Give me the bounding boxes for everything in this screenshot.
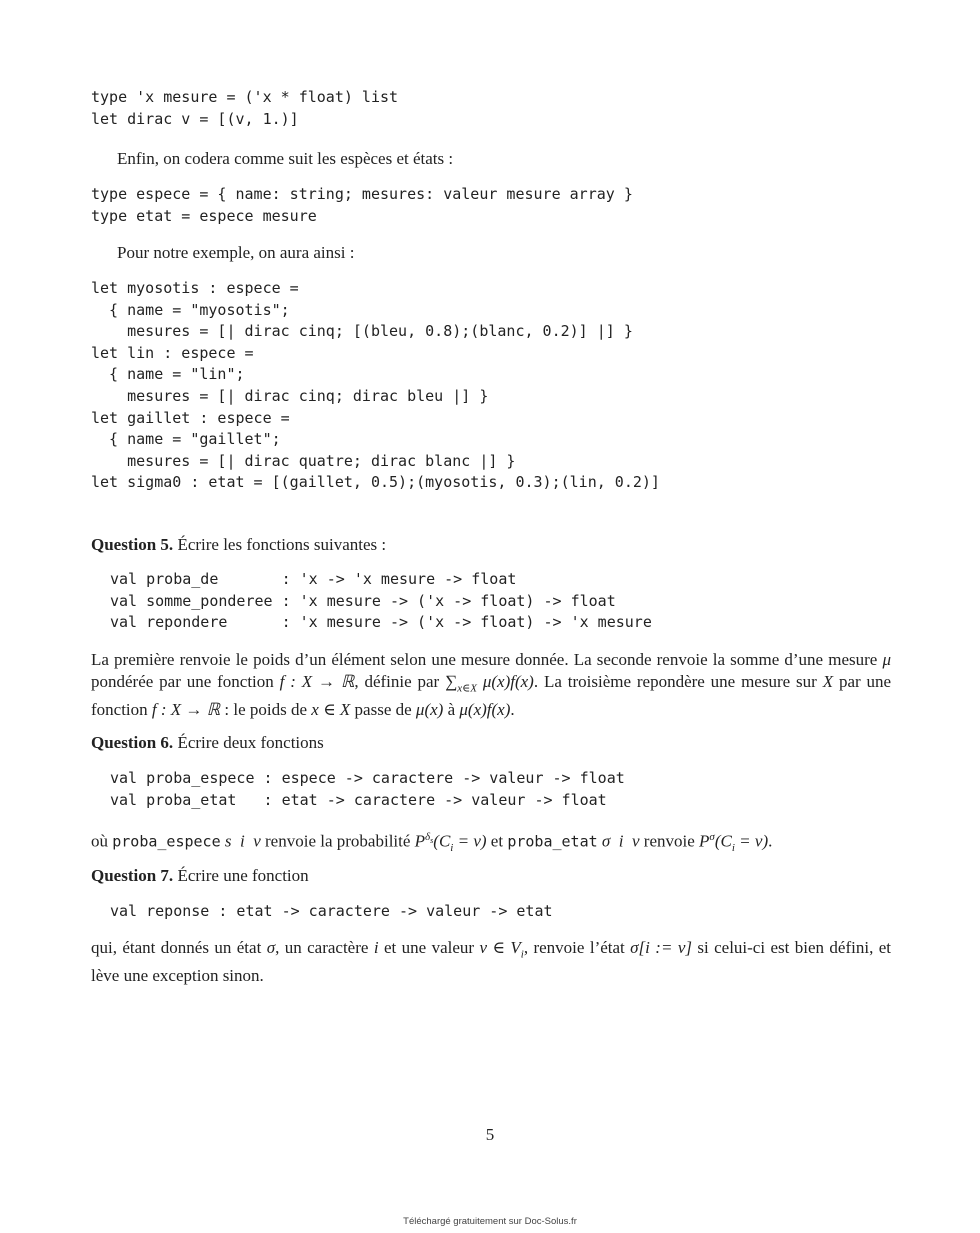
code-exemple-especes: let myosotis : espece = { name = "myosotis"; mesures = [| dirac cinq; [(bleu, 0.8);(blanc, 0.2)] |] } let lin : espece = { name = "lin"; mesures = [| dirac cinq; dirac bleu |] } let gaillet : espece = { name = "gaillet"; mesures = [| dirac quatre; dirac blanc |] } let sigma0 : etat = [(gaillet, 0.5);(myosotis, 0.3);(lin, 0.2)]: [91, 279, 660, 492]
math-sum-body: μ(x)f(x): [482, 672, 534, 691]
math-ci-tail: = v): [453, 831, 487, 851]
math-sigma: σ: [266, 938, 276, 957]
q5-text-b: pondérée par une fonction: [91, 672, 280, 691]
q7-text-e: si celui-ci est bien défini, et lève une exception sinon.: [91, 938, 891, 986]
math-function-definition-2: f : X → ℝ: [151, 700, 221, 720]
code-espece-definition: type espece = { name: string; mesures: valeur mesure array } type etat = espece mesure: [91, 185, 633, 225]
q6-proba-espece-args: s i v: [224, 831, 261, 851]
math-sum-subscript: x∈X: [457, 682, 477, 695]
q5-text-h: à: [443, 700, 460, 720]
q5-text-i: .: [510, 700, 515, 720]
math-ci-subscript-2: i: [731, 842, 735, 855]
question-6-label: Question 6.: [91, 733, 174, 752]
page-number: 5: [485, 1125, 495, 1144]
q6-proba-etat-args: σ i v: [601, 831, 640, 851]
math-delta: δ: [425, 831, 431, 843]
math-sigma-update: σ[i := v]: [630, 938, 692, 957]
q7-text-a: qui, étant donnés un état: [91, 938, 267, 957]
q5-text-a: La première renvoie le poids d’un élément selon une mesure donnée. La seconde renvoie la somme d’une mesure: [91, 650, 883, 669]
math-ci-subscript: i: [450, 842, 454, 855]
question-5-label: Question 5.: [91, 535, 174, 554]
math-mu-x-f-x: μ(x)f(x): [459, 700, 511, 720]
code-question-5-signatures: val proba_de : 'x -> 'x mesure -> float val somme_ponderee : 'x mesure -> ('x -> float) -> float val repondere : 'x mesure -> ('x -> float) -> 'x mesure: [110, 570, 652, 632]
math-x-in-x: x ∈ X: [311, 700, 351, 720]
footer-download-notice: Téléchargé gratuitement sur Doc-Solus.fr: [403, 1216, 577, 1227]
question-6-heading: [91, 732, 324, 754]
q5-text-g: passe de: [350, 700, 416, 720]
paragraph-question-7-explanation: [91, 937, 891, 987]
q5-text-d: . La troisième repondère une mesure sur: [533, 672, 823, 691]
math-sigma-superscript: σ: [709, 831, 715, 843]
q6-proba-etat-name: proba_etat: [507, 832, 598, 851]
math-ci-open-2: (C: [714, 831, 732, 851]
q6-text-c: et: [486, 831, 508, 851]
q6-text-e: .: [768, 831, 773, 851]
question-7-label: Question 7.: [91, 866, 174, 885]
q5-text-e: par une fonction: [91, 672, 892, 720]
paragraph-enfin: Enfin, on codera comme suit les espèces et états :: [117, 149, 454, 168]
q6-text-d: renvoie: [639, 831, 700, 851]
question-6-title: Écrire deux fonctions: [177, 733, 324, 752]
math-delta-subscript: s: [430, 836, 434, 846]
math-set-x: X: [822, 672, 834, 691]
math-v-in-vi: v ∈ V: [479, 938, 521, 957]
q7-text-d: , renvoie l’état: [523, 938, 631, 957]
code-question-6-signatures: val proba_espece : espece -> caractere -> valeur -> float val proba_etat : etat -> caractere -> valeur -> float: [110, 769, 625, 809]
q6-text-b: renvoie la probabilité: [260, 831, 415, 851]
math-ci-tail-2: = v): [734, 831, 769, 851]
code-question-7-signature: val reponse : etat -> caractere -> valeur -> etat: [110, 902, 553, 920]
math-ci-open: (C: [433, 831, 451, 851]
q6-text-a: où: [91, 831, 113, 851]
q7-text-c: et une valeur: [378, 938, 480, 957]
math-sum-symbol: ∑: [445, 672, 458, 691]
paragraph-question-5-explanation: [91, 649, 891, 721]
question-5-heading: [91, 534, 386, 556]
paragraph-exemple-intro: Pour notre exemple, on aura ainsi :: [117, 243, 355, 262]
math-vi-subscript: i: [520, 948, 524, 961]
math-p-2: P: [699, 831, 710, 851]
q7-text-b: , un caractère: [275, 938, 374, 957]
question-7-title: Écrire une fonction: [177, 866, 309, 885]
math-i: i: [373, 938, 379, 957]
q5-text-f: : le poids de: [220, 700, 312, 720]
q6-proba-espece-name: proba_espece: [112, 832, 221, 851]
math-mu-x: μ(x): [415, 700, 444, 720]
code-mesure-definition: type 'x mesure = ('x * float) list let dirac v = [(v, 1.)]: [91, 88, 399, 128]
math-function-definition: f : X → ℝ: [279, 672, 355, 691]
paragraph-question-6-explanation: [91, 826, 901, 859]
math-mu: μ: [882, 650, 891, 669]
question-7-heading: [91, 865, 309, 887]
q5-text-c: , définie par: [354, 672, 446, 691]
math-p: P: [414, 831, 426, 851]
question-5-title: Écrire les fonctions suivantes :: [177, 535, 387, 554]
